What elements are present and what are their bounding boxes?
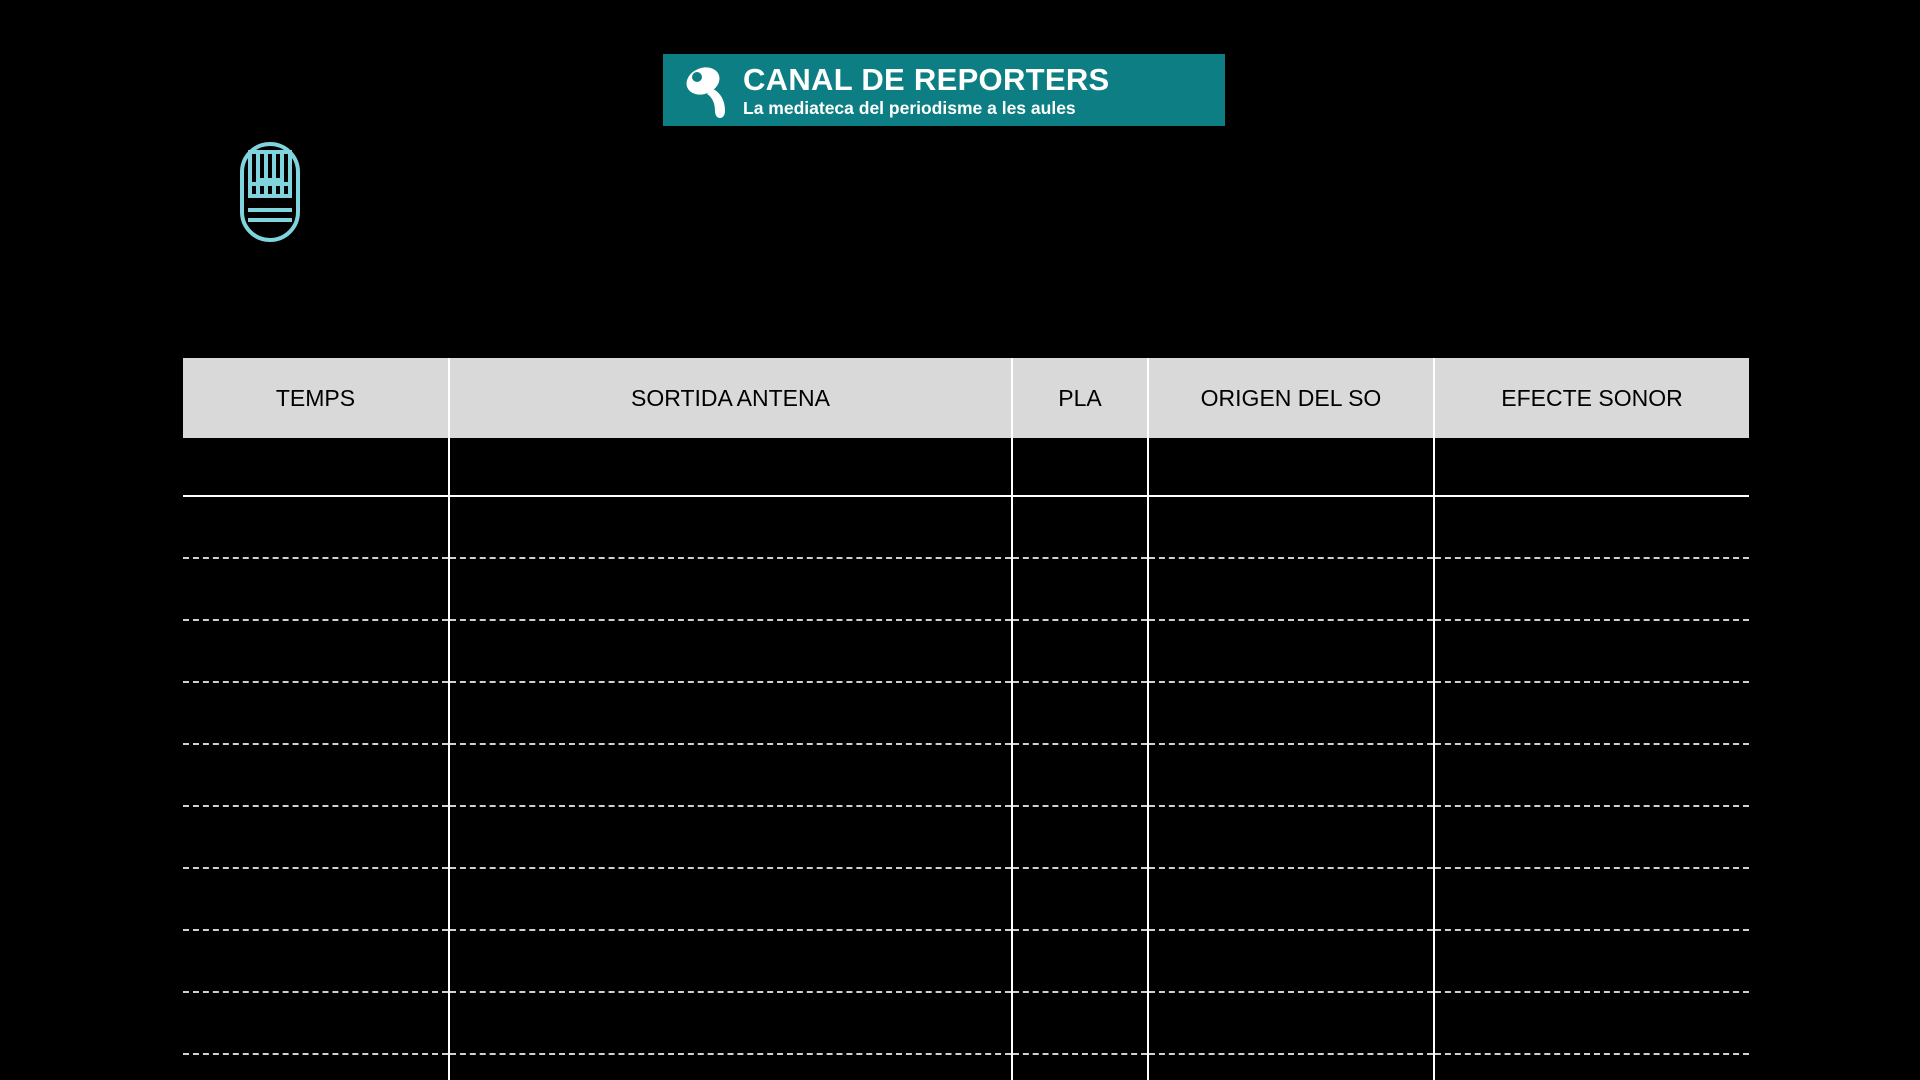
- cell-origen[interactable]: [1148, 496, 1434, 558]
- cell-efecte[interactable]: [1434, 438, 1749, 496]
- cell-efecte[interactable]: [1434, 620, 1749, 682]
- table-row[interactable]: [183, 992, 1749, 1054]
- brand-title: CANAL DE REPORTERS: [743, 61, 1110, 97]
- cell-sortida[interactable]: [449, 438, 1012, 496]
- cell-pla[interactable]: [1012, 992, 1148, 1054]
- cell-origen[interactable]: [1148, 682, 1434, 744]
- cell-efecte[interactable]: [1434, 1054, 1749, 1080]
- cell-sortida[interactable]: [449, 496, 1012, 558]
- cell-efecte[interactable]: [1434, 744, 1749, 806]
- table-row[interactable]: [183, 868, 1749, 930]
- cell-pla[interactable]: [1012, 806, 1148, 868]
- cell-temps[interactable]: [183, 496, 449, 558]
- script-table: [183, 358, 1749, 1080]
- table-row[interactable]: [183, 682, 1749, 744]
- cell-temps[interactable]: [183, 806, 449, 868]
- cell-pla[interactable]: [1012, 620, 1148, 682]
- cell-pla[interactable]: [1012, 744, 1148, 806]
- column-header-sortida: SORTIDA ANTENA: [449, 358, 1012, 438]
- cell-pla[interactable]: [1012, 1054, 1148, 1080]
- table-row[interactable]: [183, 806, 1749, 868]
- table-row[interactable]: [183, 620, 1749, 682]
- cell-sortida[interactable]: [449, 682, 1012, 744]
- cell-sortida[interactable]: [449, 992, 1012, 1054]
- cell-efecte[interactable]: [1434, 930, 1749, 992]
- cell-pla[interactable]: [1012, 496, 1148, 558]
- table-header: [183, 358, 1749, 438]
- cell-pla[interactable]: [1012, 438, 1148, 496]
- cell-pla[interactable]: [1012, 682, 1148, 744]
- cell-temps[interactable]: [183, 558, 449, 620]
- cell-temps[interactable]: [183, 992, 449, 1054]
- cell-temps[interactable]: [183, 744, 449, 806]
- brand-subtitle: La mediateca del periodisme a les aules: [743, 97, 1076, 118]
- cell-origen[interactable]: [1148, 1054, 1434, 1080]
- column-header-efecte: EFECTE SONOR: [1434, 358, 1749, 438]
- brand-text-block: [743, 63, 1110, 118]
- table-header-row: [183, 358, 1749, 438]
- cell-sortida[interactable]: [449, 620, 1012, 682]
- cell-sortida[interactable]: [449, 868, 1012, 930]
- cell-sortida[interactable]: [449, 744, 1012, 806]
- cell-efecte[interactable]: [1434, 682, 1749, 744]
- cell-origen[interactable]: [1148, 806, 1434, 868]
- cell-temps[interactable]: [183, 438, 449, 496]
- cell-origen[interactable]: [1148, 930, 1434, 992]
- cell-efecte[interactable]: [1434, 806, 1749, 868]
- cell-efecte[interactable]: [1434, 558, 1749, 620]
- cell-temps[interactable]: [183, 1054, 449, 1080]
- cell-sortida[interactable]: [449, 1054, 1012, 1080]
- cell-temps[interactable]: [183, 682, 449, 744]
- column-header-temps: TEMPS: [183, 358, 449, 438]
- column-header-origen: ORIGEN DEL SO: [1148, 358, 1434, 438]
- cell-sortida[interactable]: [449, 558, 1012, 620]
- table-body: [183, 438, 1749, 1080]
- cell-origen[interactable]: [1148, 438, 1434, 496]
- cell-efecte[interactable]: [1434, 868, 1749, 930]
- cell-efecte[interactable]: [1434, 992, 1749, 1054]
- cell-origen[interactable]: [1148, 868, 1434, 930]
- cell-origen[interactable]: [1148, 558, 1434, 620]
- table-row[interactable]: [183, 558, 1749, 620]
- cell-sortida[interactable]: [449, 930, 1012, 992]
- column-header-pla: PLA: [1012, 358, 1148, 438]
- cell-origen[interactable]: [1148, 992, 1434, 1054]
- cell-temps[interactable]: [183, 620, 449, 682]
- microphone-icon: [677, 59, 747, 121]
- cell-origen[interactable]: [1148, 620, 1434, 682]
- cell-temps[interactable]: [183, 930, 449, 992]
- cell-pla[interactable]: [1012, 930, 1148, 992]
- table-row[interactable]: [183, 1054, 1749, 1080]
- table-row[interactable]: [183, 744, 1749, 806]
- cell-pla[interactable]: [1012, 558, 1148, 620]
- table-row[interactable]: [183, 496, 1749, 558]
- cell-pla[interactable]: [1012, 868, 1148, 930]
- cell-origen[interactable]: [1148, 744, 1434, 806]
- cell-sortida[interactable]: [449, 806, 1012, 868]
- table-row[interactable]: [183, 930, 1749, 992]
- clapperboard-icon: [236, 138, 304, 246]
- cell-temps[interactable]: [183, 868, 449, 930]
- cell-efecte[interactable]: [1434, 496, 1749, 558]
- brand-banner: [663, 54, 1225, 126]
- table-row[interactable]: [183, 438, 1749, 496]
